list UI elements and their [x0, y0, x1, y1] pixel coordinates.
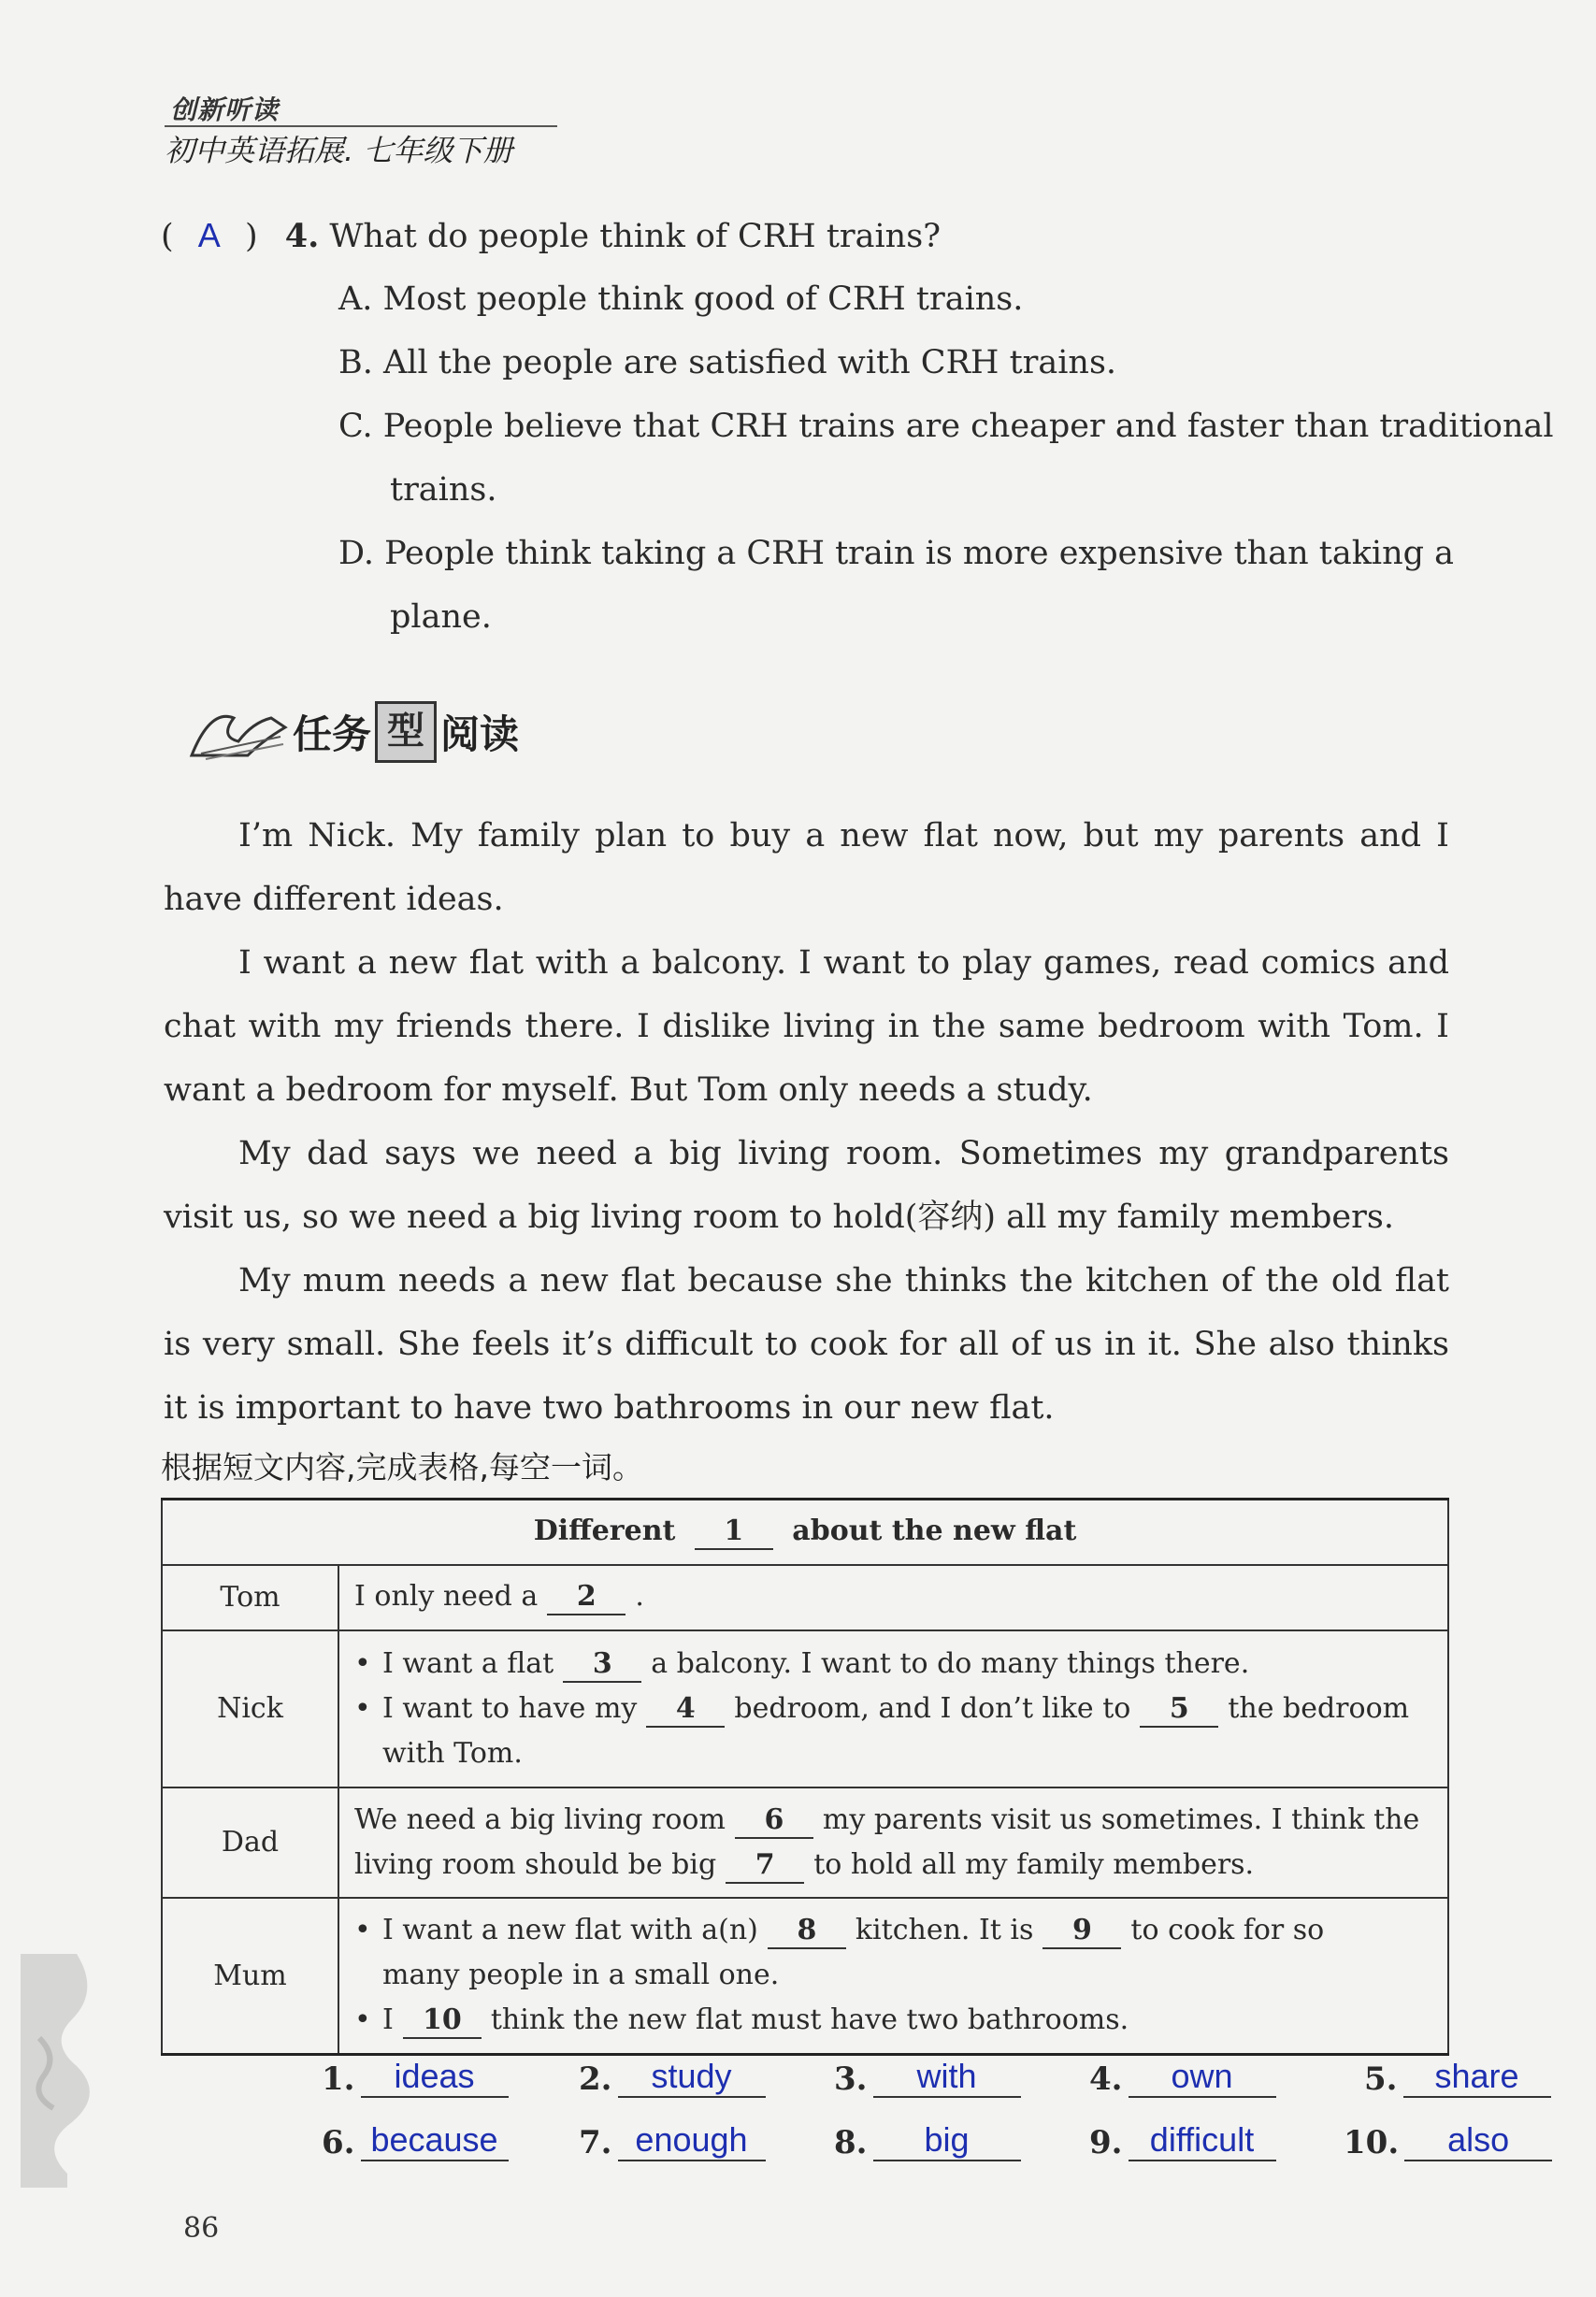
answer-word: because: [361, 2120, 509, 2161]
answer-word: own: [1129, 2057, 1276, 2098]
table-row: [162, 1787, 1448, 1898]
answer-number: 4.: [1089, 2060, 1123, 2098]
cloud-ornament-icon: [21, 1954, 105, 2188]
mum-text-1d: many people in a small one.: [382, 1959, 780, 1992]
answer-7: [579, 2120, 766, 2161]
nick-text-2b: bedroom, and I don’t like to: [734, 1691, 1131, 1725]
series-title: 创新听读: [170, 94, 280, 125]
row-label-dad: Dad: [162, 1787, 338, 1898]
answer-number: 9.: [1089, 2124, 1123, 2161]
section-heading: [182, 699, 519, 765]
nick-bullet-2: [354, 1687, 1432, 1776]
blank-5: 5: [1140, 1692, 1218, 1728]
dad-text-1b: my parents visit us sometimes. I think the: [822, 1802, 1420, 1836]
blank-2: 2: [547, 1580, 625, 1615]
answer-word: ideas: [361, 2057, 509, 2098]
tom-cell: [338, 1565, 1448, 1630]
section-title-boxed: 型: [375, 701, 437, 763]
blank-8: 8: [768, 1914, 846, 1949]
option-c: C. People believe that CRH trains are cheaper and faster than traditional: [338, 408, 1554, 445]
nick-text-2c: the bedroom: [1228, 1691, 1410, 1725]
nick-text-1b: a balcony. I want to do many things there.: [651, 1646, 1250, 1680]
mum-text-2b: think the new flat must have two bathrooms.: [490, 2003, 1129, 2037]
instruction-text: 根据短文内容,完成表格,每空一词。: [161, 1449, 643, 1486]
passage-paragraph-2: I want a new flat with a balcony. I want to play games, read comics and chat with my friends there. I dislike living in the same bedroom with Tom. I want a bedroom for myself. But Tom only needs a study.: [164, 944, 1449, 1109]
question-text: What do people think of CRH trains?: [329, 218, 941, 255]
book-subtitle: 初中英语拓展. 七年级下册: [165, 133, 513, 168]
answer-number: 8.: [834, 2124, 868, 2161]
answer-word: enough: [618, 2120, 766, 2161]
nick-text-2d: with Tom.: [382, 1736, 523, 1770]
row-label-mum: Mum: [162, 1898, 338, 2055]
answer-word: difficult: [1129, 2120, 1276, 2161]
answer-word: also: [1404, 2120, 1552, 2161]
question-4-stem: [161, 215, 941, 257]
nick-text-2a: I want to have my: [382, 1691, 638, 1725]
table-title: [162, 1500, 1448, 1565]
option-d: D. People think taking a CRH train is more expensive than taking a: [338, 535, 1455, 572]
option-c-cont: trains.: [390, 471, 497, 509]
blank-7: 7: [726, 1848, 804, 1884]
dad-text-2a: living room should be big: [354, 1847, 717, 1881]
page-number: 86: [183, 2212, 220, 2245]
blank-6: 6: [735, 1803, 813, 1839]
mum-bullet-2: [354, 1998, 1432, 2043]
blank-4: 4: [646, 1692, 725, 1728]
answer-word: share: [1403, 2057, 1551, 2098]
answer-number: 1.: [322, 2060, 355, 2098]
table-title-b: about the new flat: [792, 1514, 1077, 1547]
blank-1: 1: [695, 1515, 773, 1550]
table-row: [162, 1565, 1448, 1630]
bullet-dot: •: [354, 1646, 371, 1680]
option-a: A. Most people think good of CRH trains.: [338, 280, 1024, 318]
answer-word: big: [873, 2120, 1021, 2161]
answer-6: [322, 2120, 509, 2161]
row-label-tom: Tom: [162, 1565, 338, 1630]
section-title-a: 任务: [293, 711, 372, 757]
tom-text: I only need a: [354, 1579, 539, 1613]
answer-9: [1089, 2120, 1276, 2161]
table-title-a: Different: [533, 1514, 676, 1547]
mum-text-2a: I: [382, 2003, 394, 2037]
info-table: [161, 1498, 1449, 2056]
blank-10: 10: [403, 2003, 482, 2039]
passage-paragraph-4: My mum needs a new flat because she thinks the kitchen of the old flat is very small. She feels it’s difficult to cook for all of us in it. She also thinks it is important to have two bathrooms in our new flat.: [164, 1262, 1449, 1427]
dad-cell: [338, 1787, 1448, 1898]
dad-text-2b: to hold all my family members.: [813, 1847, 1255, 1881]
nick-bullet-1: [354, 1642, 1432, 1687]
nick-cell: [338, 1630, 1448, 1787]
bullet-dot: •: [354, 1914, 371, 1947]
question-4-answer: A: [197, 216, 221, 254]
answer-2: [579, 2057, 766, 2098]
row-label-nick: Nick: [162, 1630, 338, 1787]
answer-number: 7.: [579, 2124, 612, 2161]
paren-close: ): [244, 218, 258, 255]
table-row: [162, 1500, 1448, 1565]
option-d-cont: plane.: [390, 598, 492, 636]
mum-text-1b: kitchen. It is: [855, 1914, 1034, 1947]
blank-9: 9: [1042, 1914, 1121, 1949]
passage-paragraph-1: I’m Nick. My family plan to buy a new flat now, but my parents and I have different ideas.: [164, 817, 1449, 918]
answer-3: [834, 2057, 1021, 2098]
table-row: [162, 1898, 1448, 2055]
nick-text-1a: I want a flat: [382, 1646, 554, 1680]
answer-number: 3.: [834, 2060, 868, 2098]
answer-number: 10.: [1344, 2124, 1400, 2161]
question-number: 4.: [284, 217, 320, 255]
answer-8: [834, 2120, 1021, 2161]
tom-period: .: [635, 1579, 644, 1613]
answer-word: study: [618, 2057, 766, 2098]
option-b: B. All the people are satisfied with CRH trains.: [338, 344, 1117, 381]
answer-number: 2.: [579, 2060, 612, 2098]
answer-1: [322, 2057, 509, 2098]
answer-number: 5.: [1364, 2060, 1398, 2098]
blank-3: 3: [563, 1647, 641, 1683]
mum-bullet-1: [354, 1908, 1432, 1998]
answer-4: [1089, 2057, 1276, 2098]
table-row: [162, 1630, 1448, 1787]
mum-cell: [338, 1898, 1448, 2055]
answer-5: [1364, 2057, 1551, 2098]
pen-book-icon: [182, 699, 293, 765]
mum-text-1a: I want a new flat with a(n): [382, 1914, 758, 1947]
answer-word: with: [873, 2057, 1021, 2098]
reading-passage: [164, 804, 1449, 1440]
passage-paragraph-3: My dad says we need a big living room. Sometimes my grandparents visit us, so we need a big living room to hold(容纳) all my family members.: [164, 1135, 1449, 1236]
answer-number: 6.: [322, 2124, 355, 2161]
mum-text-1c: to cook for so: [1130, 1914, 1325, 1947]
section-title-b: 阅读: [440, 711, 520, 757]
bullet-dot: •: [354, 2003, 371, 2037]
dad-text-1a: We need a big living room: [354, 1802, 726, 1836]
bullet-dot: •: [354, 1691, 371, 1725]
answer-10: [1344, 2120, 1552, 2161]
paren-open: (: [161, 218, 174, 255]
